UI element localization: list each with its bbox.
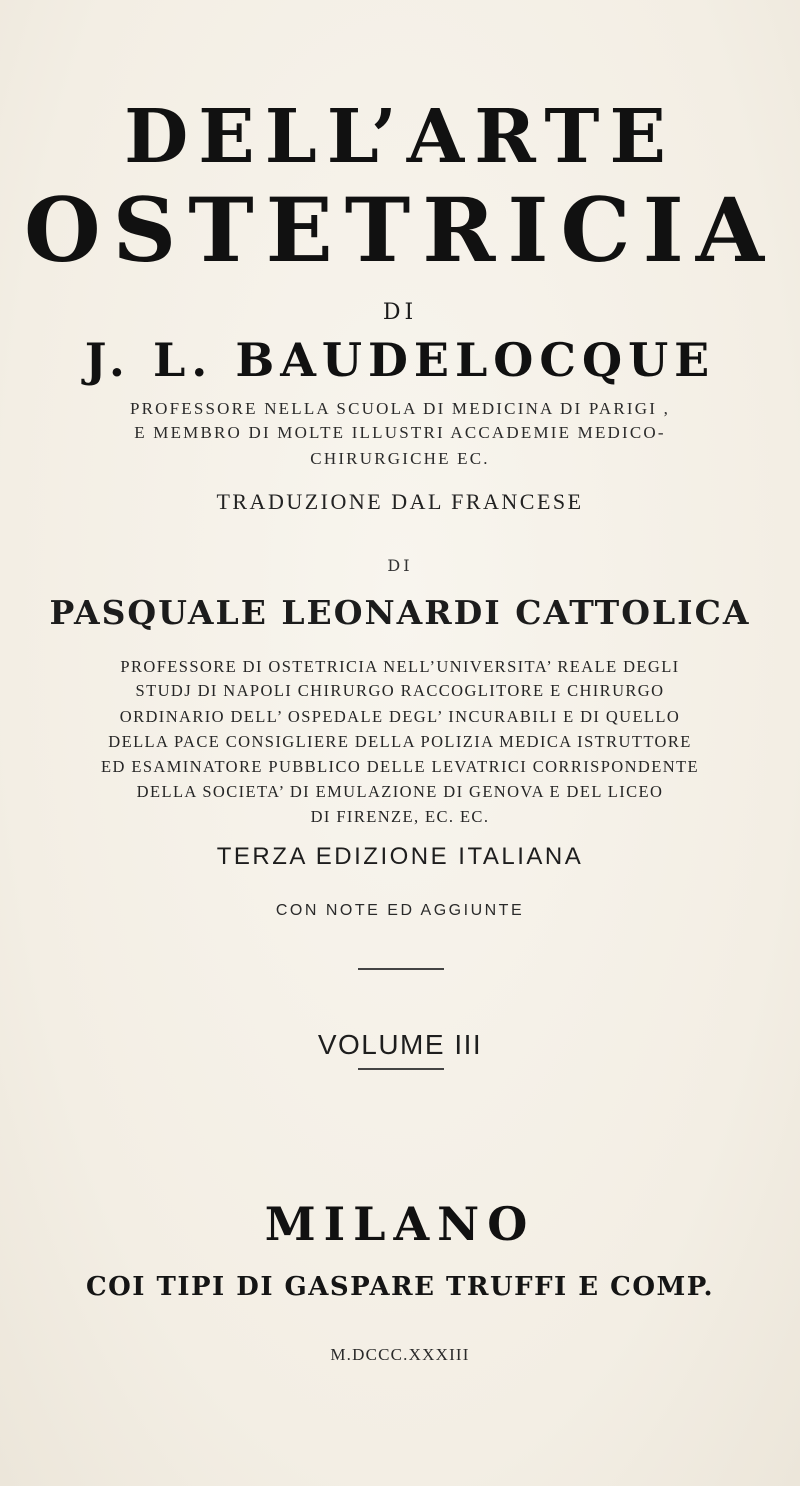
imprint-printer: COI TIPI DI GASPARE TRUFFI E COMP. xyxy=(85,1272,715,1302)
volume-label: VOLUME III xyxy=(317,1029,483,1060)
author-credential-line: E MEMBRO DI MOLTE ILLUSTRI ACCADEMIE MEDICO- xyxy=(134,423,666,442)
translator-credential-line: DELLA SOCIETA’ DI EMULAZIONE DI GENOVA E DEL LICEO xyxy=(136,782,664,801)
title-line-1: DELL’ARTE xyxy=(124,94,676,180)
imprint-city: MILANO xyxy=(264,1197,536,1251)
translator-preposition: DI xyxy=(387,556,413,575)
imprint-year: M.DCCC.XXXIII xyxy=(330,1345,470,1364)
translator-credential-line: ORDINARIO DELL’ OSPEDALE DEGL’ INCURABILI E DI QUELLO xyxy=(119,707,681,726)
divider-rule xyxy=(358,1068,444,1070)
edition-label: TERZA EDIZIONE ITALIANA xyxy=(216,843,584,870)
author-credential-line: CHIRURGICHE EC. xyxy=(310,449,490,468)
title-line-2: OSTETRICIA xyxy=(23,178,777,282)
translator-name: PASQUALE LEONARDI CATTOLICA xyxy=(49,593,751,632)
translator-credential-line: DI FIRENZE, EC. EC. xyxy=(310,807,490,826)
translator-credential-line: STUDJ DI NAPOLI CHIRURGO RACCOGLITORE E CHIRURGO xyxy=(135,681,665,700)
author-preposition: DI xyxy=(382,300,418,325)
divider-rule xyxy=(358,968,444,970)
translator-credential-line: PROFESSORE DI OSTETRICIA NELL’UNIVERSITA’ REALE DEGLI xyxy=(120,657,680,676)
author-name: J. L. BAUDELOCQUE xyxy=(84,333,716,387)
translator-credential-line: DELLA PACE CONSIGLIERE DELLA POLIZIA MEDICA ISTRUTTORE xyxy=(108,732,692,751)
author-credential-line: PROFESSORE NELLA SCUOLA DI MEDICINA DI PARIGI , xyxy=(129,399,671,418)
translator-credential-line: ED ESAMINATORE PUBBLICO DELLE LEVATRICI CORRISPONDENTE xyxy=(101,757,699,776)
edition-notes: CON NOTE ED AGGIUNTE xyxy=(275,902,525,919)
translation-label: TRADUZIONE DAL FRANCESE xyxy=(216,489,584,514)
